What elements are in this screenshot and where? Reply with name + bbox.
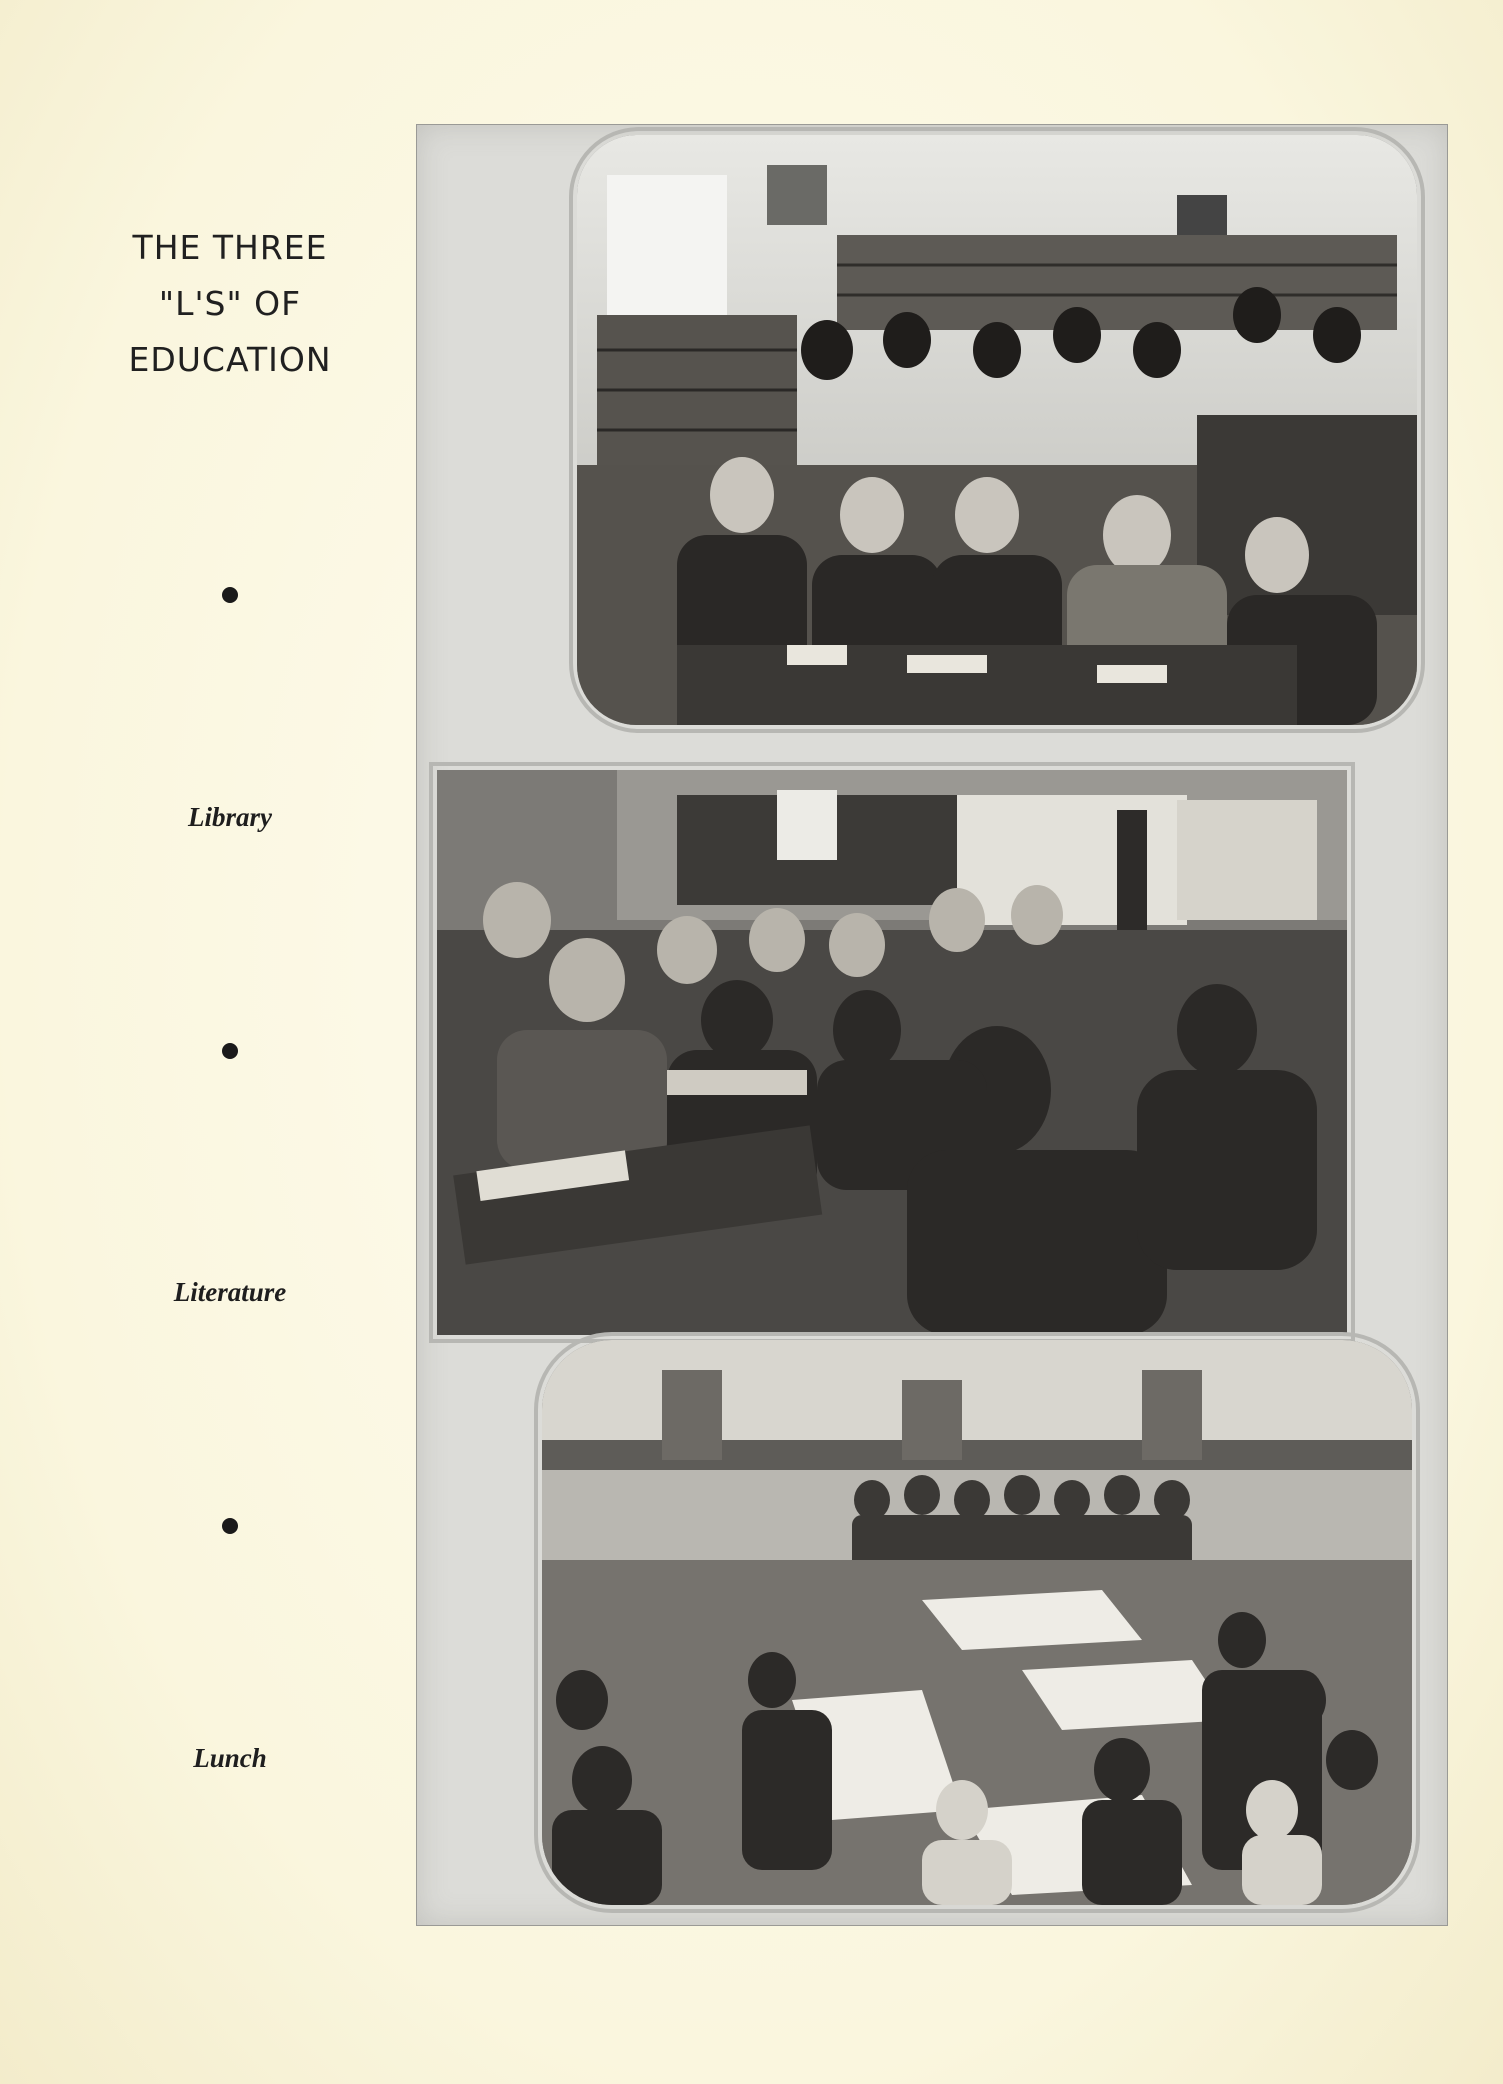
- caption-lunch: Lunch: [193, 1743, 267, 1773]
- bullet-dot-3: [222, 1518, 238, 1534]
- heading-line-3: EDUCATION: [128, 340, 332, 379]
- heading-line-2: "L'S" OF: [158, 284, 302, 323]
- literature-photo: [437, 770, 1347, 1335]
- lunch-photo: [542, 1340, 1412, 1905]
- heading-line-1: THE THREE: [132, 228, 328, 267]
- library-photo: [577, 135, 1417, 725]
- photo-mount-board: [416, 124, 1448, 1926]
- page-heading: [90, 220, 370, 388]
- caption-library: Library: [188, 802, 272, 832]
- bullet-dot-1: [222, 587, 238, 603]
- bullet-dot-2: [222, 1043, 238, 1059]
- caption-literature: Literature: [173, 1277, 287, 1307]
